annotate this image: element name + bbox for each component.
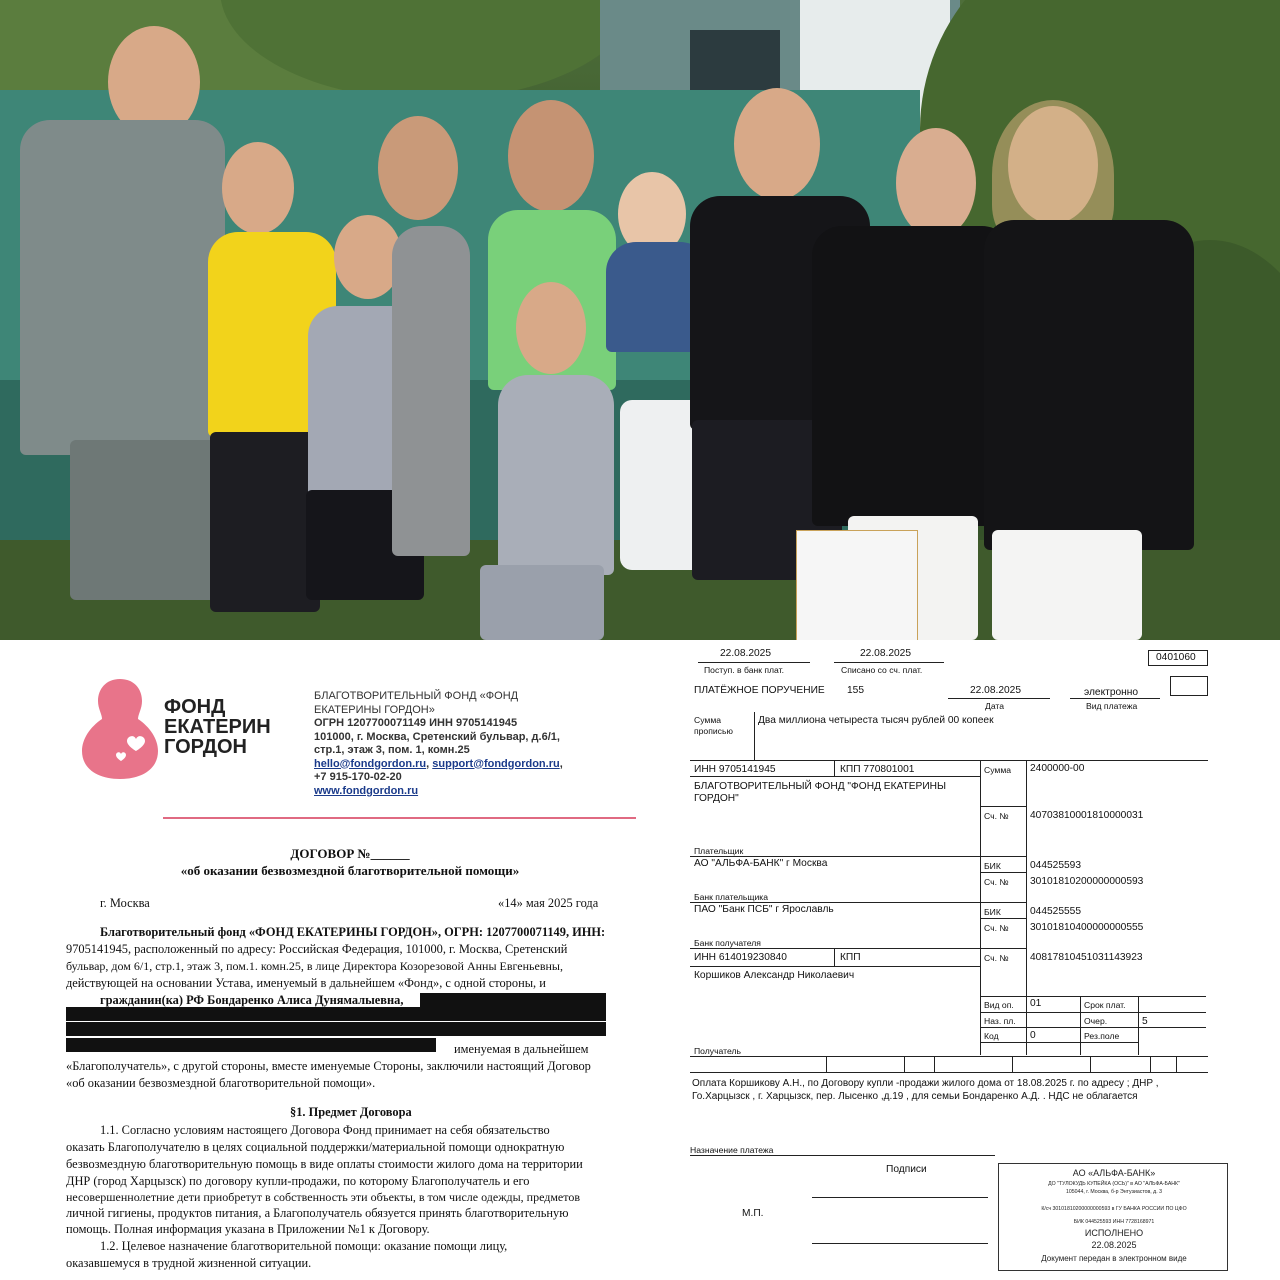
clause-1-1-line: оказать Благополучателю в целях социальной поддержки/материальной помощи однократную [66, 1140, 565, 1154]
person-young-man-head [734, 88, 820, 200]
clause-1-2-line: оказавшемуся в трудной жизненной ситуации. [66, 1256, 312, 1270]
doc-date-label: Дата [985, 701, 1005, 711]
person-boy-yellow-shorts [210, 432, 320, 612]
fund-logo-icon [80, 675, 160, 781]
rule [980, 918, 1026, 919]
body-after-line: «об оказании безвозмездной благотворительной помощи». [66, 1076, 376, 1090]
org-line: БЛАГОТВОРИТЕЛЬНЫЙ ФОНД «ФОНД [314, 690, 519, 702]
contract-city: г. Москва [100, 896, 150, 910]
logo-line-2: ЕКАТЕРИН [164, 716, 271, 738]
amount-words-label-1: Сумма [694, 715, 722, 725]
rule [826, 1056, 827, 1072]
recv-corr-label: Сч. № [984, 923, 1009, 933]
rule [1138, 996, 1139, 1055]
recv-account: 40817810451031143923 [1030, 952, 1143, 963]
stamp-bank: АО «АЛЬФА-БАНК» [1072, 1168, 1156, 1178]
rule [980, 996, 1206, 997]
stamp-line: ДО "ТУЛОКУДЬ КУПЕЙКА (ОСЬ)" в АО "АЛЬФА-БАНК" [1048, 1181, 1180, 1187]
header-divider [163, 817, 636, 819]
rule [1150, 1056, 1151, 1072]
recv-kpp: КПП [840, 952, 861, 963]
date-received: 22.08.2025 [720, 648, 771, 659]
payment-type-label: Вид платежа [1086, 701, 1138, 711]
recipient-label: Получатель [694, 1046, 741, 1056]
clause-1-1-line: помощь. Полная информация указана в Приложении №1 к Договору. [66, 1222, 430, 1236]
rule [690, 966, 980, 967]
term-label: Срок плат. [1084, 1000, 1126, 1010]
redaction-bar [66, 1038, 436, 1052]
code-label: Код [984, 1031, 999, 1041]
purpose-line-2: Го.Харцызск , г. Харцызск, пер. Лысенко ,д.19 , для семьи Бондаренко А.Д. . НДС не облагается [692, 1091, 1138, 1102]
org-info [314, 690, 563, 798]
rule [980, 872, 1026, 873]
payer-name-2: ГОРДОН" [694, 793, 739, 804]
email-end: , [559, 757, 563, 770]
recv-account-label: Сч. № [984, 953, 1009, 963]
person-man-shorts [70, 440, 220, 600]
fund-logo-text [164, 697, 271, 757]
rule [1026, 760, 1027, 1055]
date-debited-label: Списано со сч. плат. [841, 665, 923, 675]
org-line: ОГРН 1207700071149 ИНН 9705141945 [314, 717, 518, 729]
recv-bank: ПАО "Банк ПСБ" г Ярославль [694, 904, 834, 915]
doc-number: 155 [847, 685, 864, 696]
clause-1-1-line: ДНР (город Харцызск) по договору купли-продажи, по которому Благополучатель и его [66, 1174, 530, 1188]
rule [980, 1042, 1138, 1043]
person-small-boy-head [516, 282, 586, 374]
person-boy-tall-head [378, 116, 458, 220]
org-line: стр.1, этаж 3, пом. 1, комн.25 [314, 744, 470, 756]
email-link-support[interactable]: support@fondgordon.ru [432, 757, 560, 770]
rule [754, 712, 755, 760]
payer-bank-label: Банк плательщика [694, 892, 768, 902]
form-code: 0401060 [1156, 652, 1196, 663]
payment-type: электронно [1084, 687, 1139, 698]
date-debited: 22.08.2025 [860, 648, 911, 659]
stamp-date: 22.08.2025 [1091, 1240, 1137, 1250]
named-suffix: именуемая в дальнейшем [454, 1042, 589, 1056]
rule [980, 760, 981, 1055]
contract-date: «14» мая 2025 года [498, 896, 599, 910]
payer-bik: 044525593 [1030, 860, 1081, 871]
rule [698, 662, 810, 663]
body-line: 9705141945, расположенный по адресу: Российская Федерация, 101000, г. Москва, Сретенский [66, 942, 568, 956]
clause-1-1-line: личной гигиены, продуктов питания, а Благополучатель обязуется принять благотворительную [66, 1206, 569, 1220]
payer-account: 40703810001810000031 [1030, 810, 1144, 821]
recv-name: Коршиков Александр Николаевич [694, 970, 855, 981]
person-woman2-head [896, 128, 976, 238]
rule [980, 1027, 1206, 1028]
rule [904, 1056, 905, 1072]
section-title: §1. Предмет Договора [290, 1105, 412, 1119]
body-after-line: «Благополучатель», с другой стороны, вместе именуемые Стороны, заключили настоящий Договор [66, 1059, 591, 1073]
rule [690, 776, 980, 777]
rule [1090, 1056, 1091, 1072]
code-value: 0 [1030, 1030, 1036, 1041]
email-separator: , [426, 757, 430, 770]
stamp-line: БИК 044525593 ИНН 7728168971 [1073, 1219, 1155, 1225]
purpose-label: Назначение платежа [690, 1145, 774, 1155]
sum-label: Сумма [984, 765, 1012, 775]
payer-kpp: КПП 770801001 [840, 764, 915, 775]
payer-bank: АО "АЛЬФА-БАНК" г Москва [694, 858, 828, 869]
gift-bag [796, 530, 918, 640]
person-boy-yellow-head [222, 142, 294, 234]
rule [690, 760, 1208, 761]
rule [934, 1056, 935, 1072]
clause-1-1-line: 1.1. Согласно условиям настоящего Договора Фонд принимает на себя обязательство [100, 1123, 550, 1137]
payer-name-1: БЛАГОТВОРИТЕЛЬНЫЙ ФОНД "ФОНД ЕКАТЕРИНЫ [694, 781, 947, 792]
amount-words-label-2: прописью [694, 726, 733, 736]
contract-subtitle: «об оказании безвозмездной благотворительной помощи» [180, 863, 520, 878]
signature-line [812, 1197, 988, 1198]
purpose-line-1: Оплата Коршикову А.Н., по Договору купли -продажи жилого дома от 18.08.2025 г. по адресу ; ДНР , [692, 1078, 1159, 1089]
clause-1-1-line: несовершеннолетние дети приобретут в собственность эти объекты, в том числе одежды, предметов [66, 1190, 581, 1204]
body-line: гражданин(ка) РФ Бондаренко Алиса Дунямалыевна, [100, 993, 404, 1007]
rule [690, 1056, 1208, 1057]
email-link-hello[interactable]: hello@fondgordon.ru [314, 757, 427, 770]
op-type: 01 [1030, 998, 1042, 1009]
redaction-bar [66, 1022, 606, 1036]
person-boy-tall-shirt [392, 226, 470, 556]
body-line: бульвар, дом 6/1, стр.1, этаж 3, пом.1. комн.25, в лице Директора Козорезовой Анны Евгеньевны, [66, 959, 563, 973]
person-small-boy-shorts [480, 565, 604, 640]
org-line: 101000, г. Москва, Сретенский бульвар, д.6/1, [314, 730, 560, 743]
rule [834, 662, 944, 663]
recv-bik: 044525555 [1030, 906, 1081, 917]
recv-inn: ИНН 614019230840 [694, 952, 787, 963]
rule [980, 1012, 1206, 1013]
rule [980, 806, 1026, 807]
org-line: ЕКАТЕРИНЫ ГОРДОН» [314, 703, 435, 716]
signatures-label: Подписи [886, 1164, 927, 1175]
recv-bank-label: Банк получателя [694, 938, 761, 948]
order-value: 5 [1142, 1016, 1148, 1027]
logo-line-3: ГОРДОН [164, 736, 247, 758]
recv-corr: 30101810400000000555 [1030, 922, 1144, 933]
rule [948, 698, 1050, 699]
sum-value: 2400000-00 [1030, 763, 1085, 774]
payer-corr: 30101810200000000593 [1030, 876, 1144, 887]
body-line: Благотворительный фонд «ФОНД ЕКАТЕРИНЫ ГОРДОН», ОГРН: 1207700071149, ИНН: [100, 925, 606, 939]
stamp-note: Документ передан в электронном виде [1041, 1254, 1187, 1263]
redaction-bar [420, 993, 606, 1007]
org-emails [314, 758, 563, 772]
body-line: действующей на основании Устава, именуемый в дальнейшем «Фонд», с одной стороны, и [66, 976, 546, 990]
clause-1-2-line: 1.2. Целевое назначение благотворительной помощи: оказание помощи лицу, [100, 1239, 508, 1253]
payer-account-label: Сч. № [984, 811, 1009, 821]
rule [1070, 698, 1160, 699]
empty-code-box [1170, 676, 1208, 696]
stamp-line: 105044, г. Москва, б-р Энтузиастов, д. 3 [1066, 1189, 1162, 1195]
mp-label: М.П. [742, 1208, 764, 1219]
payer-corr-label: Сч. № [984, 877, 1009, 887]
redaction-bar [66, 1007, 606, 1021]
rule [1176, 1056, 1177, 1072]
person-woman3-hoodie [984, 220, 1194, 550]
payer-label: Плательщик [694, 846, 744, 856]
date-received-label: Поступ. в банк плат. [704, 665, 784, 675]
rule [690, 1072, 1208, 1073]
person-woman3-pants [992, 530, 1142, 640]
reserve-label: Рез.поле [1084, 1031, 1120, 1041]
signature-line [812, 1243, 988, 1244]
website-link[interactable]: www.fondgordon.ru [314, 784, 419, 797]
clause-1-1-line: безвозмездную благотворительную помощь в виде оплаты стоимости жилого дома на территории [66, 1157, 583, 1171]
payer-inn: ИНН 9705141945 [694, 764, 776, 775]
rule [834, 760, 835, 776]
logo-line-1: ФОНД [164, 696, 226, 718]
order-label: Очер. [1084, 1016, 1108, 1026]
person-woman2-hoodie [812, 226, 1012, 526]
person-small-boy-shirt [498, 375, 614, 575]
stamp-status: ИСПОЛНЕНО [1084, 1228, 1144, 1238]
person-woman-head [508, 100, 594, 212]
person-man-shirt [20, 120, 225, 455]
op-type-label: Вид оп. [984, 1000, 1014, 1010]
contract-title: ДОГОВОР №______ [290, 846, 410, 861]
rule [1080, 996, 1081, 1055]
rule [834, 948, 835, 966]
purpose-code-label: Наз. пл. [984, 1016, 1016, 1026]
phone: +7 915-170-02-20 [314, 771, 402, 783]
amount-words: Два миллиона четыреста тысяч рублей 00 копеек [758, 715, 994, 726]
recv-bik-label: БИК [984, 907, 1001, 917]
rule [1012, 1056, 1013, 1072]
payer-bik-label: БИК [984, 861, 1001, 871]
bank-stamp [998, 1163, 1228, 1271]
doc-title: ПЛАТЁЖНОЕ ПОРУЧЕНИЕ [694, 685, 825, 696]
stamp-line: К/сч 30101810200000000593 в ГУ БАНКА РОССИИ ПО ЦФО [1041, 1206, 1187, 1212]
doc-date: 22.08.2025 [970, 685, 1021, 696]
